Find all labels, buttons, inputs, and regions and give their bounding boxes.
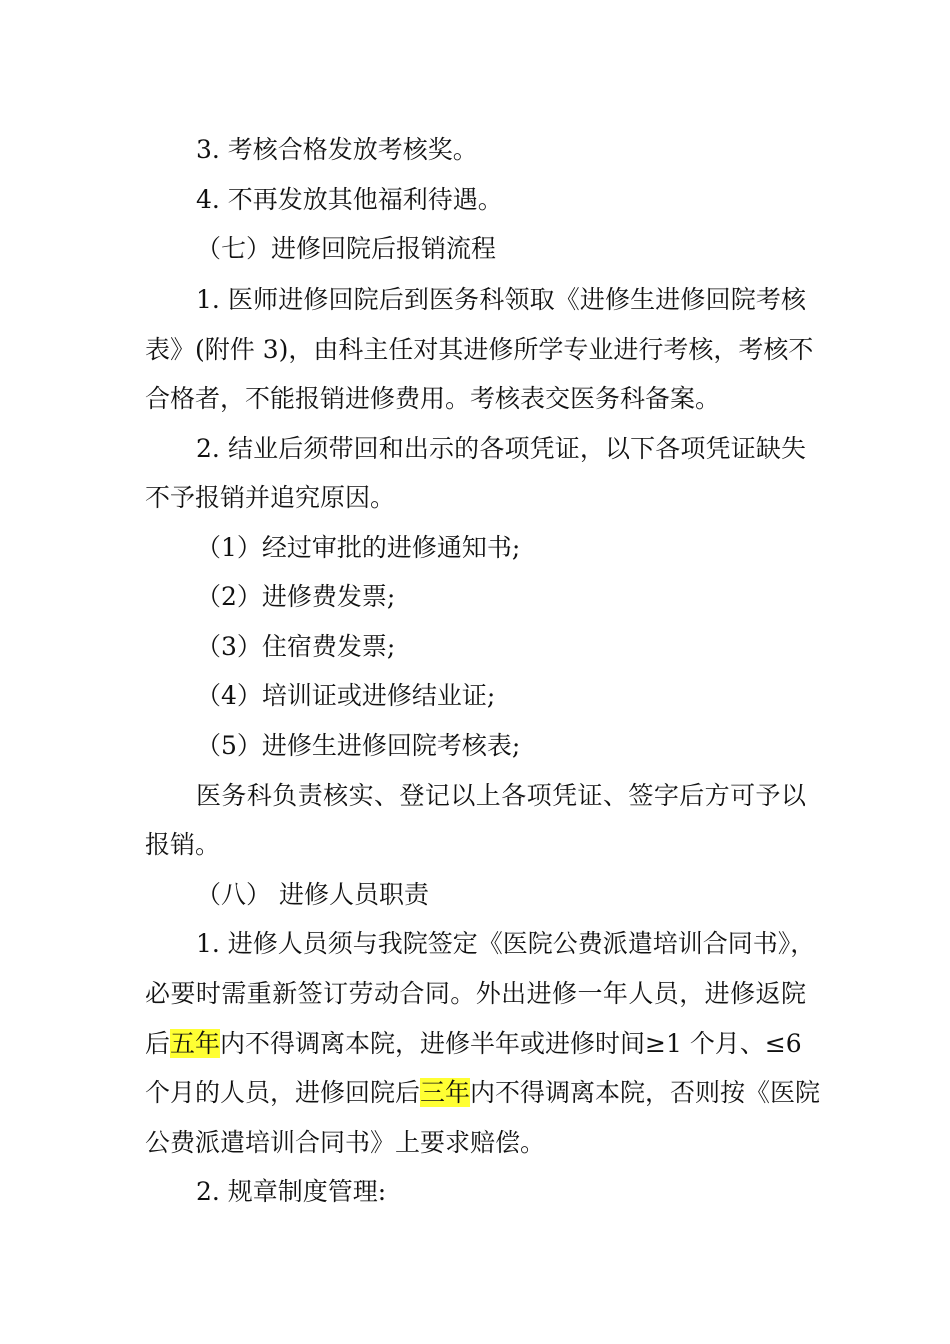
paragraph-line: 表》(附件 3)，由科主任对其进修所学专业进行考核，考核不	[145, 335, 814, 364]
section-heading: （七）进修回院后报销流程	[196, 234, 497, 263]
text-segment: 内不得调离本院，进修半年或进修时间≥1 个月、≤6	[220, 1029, 802, 1058]
section-heading: （八） 进修人员职责	[196, 880, 429, 909]
paragraph-line: 4. 不再发放其他福利待遇。	[196, 185, 503, 214]
paragraph-line: 1. 进修人员须与我院签定《医院公费派遣培训合同书》，	[196, 929, 816, 958]
paragraph-line: 必要时需重新签订劳动合同。外出进修一年人员，进修返院	[145, 979, 806, 1008]
paragraph-line: 不予报销并追究原因。	[145, 483, 396, 512]
paragraph-line: 2. 结业后须带回和出示的各项凭证，以下各项凭证缺失	[196, 434, 806, 463]
paragraph-line: 2. 规章制度管理:	[196, 1177, 387, 1206]
paragraph-line	[145, 1028, 802, 1060]
paragraph-line: 报销。	[145, 830, 221, 859]
highlighted-text: 三年	[420, 1078, 471, 1107]
list-item: （5）进修生进修回院考核表;	[196, 731, 521, 760]
paragraph-line: 3. 考核合格发放考核奖。	[196, 135, 478, 164]
list-item: （1）经过审批的进修通知书;	[196, 533, 521, 562]
paragraph-line: 合格者，不能报销进修费用。考核表交医务科备案。	[145, 384, 721, 413]
paragraph-line: 1. 医师进修回院后到医务科领取《进修生进修回院考核	[196, 285, 806, 314]
paragraph-line: 公费派遣培训合同书》上要求赔偿。	[145, 1128, 546, 1157]
text-segment: 个月的人员，进修回院后	[145, 1078, 421, 1107]
list-item: （2）进修费发票;	[196, 582, 396, 611]
paragraph-line	[145, 1077, 820, 1109]
highlighted-text: 五年	[170, 1029, 221, 1058]
text-segment: 后	[145, 1029, 171, 1058]
paragraph-line: 医务科负责核实、登记以上各项凭证、签字后方可予以	[196, 781, 806, 810]
list-item: （4）培训证或进修结业证;	[196, 681, 496, 710]
list-item: （3）住宿费发票;	[196, 632, 396, 661]
text-segment: 内不得调离本院，否则按《医院	[470, 1078, 821, 1107]
